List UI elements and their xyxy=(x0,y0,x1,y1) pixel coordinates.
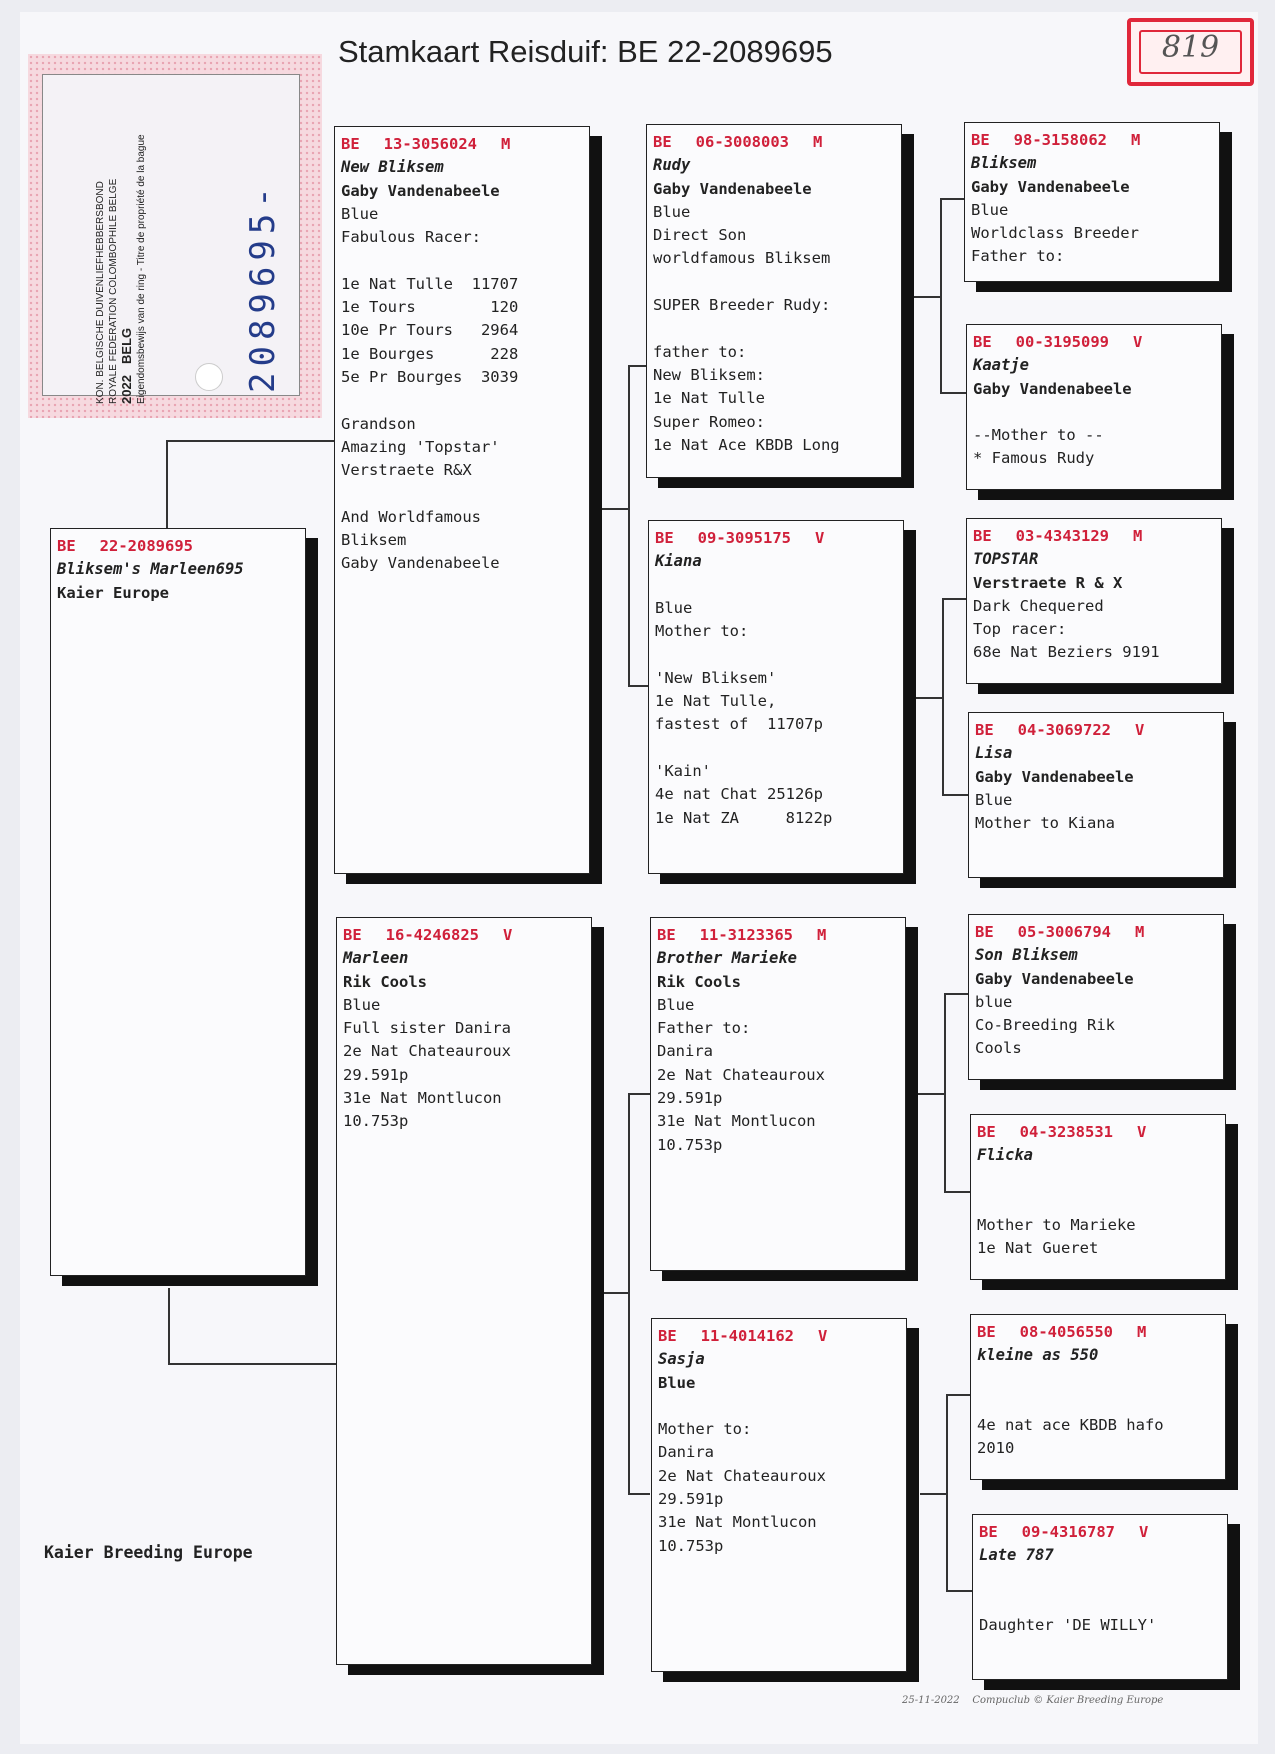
connector-line xyxy=(920,1493,948,1495)
pigeon-note: Danira xyxy=(657,1042,713,1061)
sex-code: V xyxy=(1135,721,1145,739)
pigeon-note: 10.753p xyxy=(343,1112,409,1131)
connector-line xyxy=(940,198,942,394)
ring-country-code: BE xyxy=(655,529,674,547)
pigeon-note: 29.591p xyxy=(343,1065,409,1084)
pigeon-note: 31e Nat Montlucon xyxy=(657,1112,816,1131)
pigeon-note: 29.591p xyxy=(657,1089,723,1108)
pigeon-note: Blue xyxy=(653,202,691,221)
pigeon-note xyxy=(973,401,1215,424)
ring-country-code: BE xyxy=(977,1323,996,1341)
pigeon-note: 31e Nat Montlucon xyxy=(343,1089,502,1108)
pigeon-note: Father to: xyxy=(657,1019,751,1038)
connector-line xyxy=(602,508,630,510)
pigeon-note: Daughter 'DE WILLY' xyxy=(979,1616,1157,1635)
pigeon-note: Blue xyxy=(657,995,695,1014)
pigeon-box-ss-sire xyxy=(964,122,1220,282)
ring-org-line-2: ROYALE FEDERATION COLOMBOPHILE BELGE xyxy=(108,178,119,404)
connector-line xyxy=(168,1363,338,1365)
pigeon-box-ss-dam xyxy=(966,324,1222,490)
ring-country-code: BE xyxy=(971,131,990,149)
pigeon-note: Blue xyxy=(341,204,379,223)
pigeon-name: kleine as 550 xyxy=(977,1346,1099,1365)
connector-line xyxy=(166,440,168,528)
pigeon-note: 5e Pr Bourges 3039 xyxy=(341,367,519,386)
sex-code: V xyxy=(1133,333,1143,351)
ring-id: 04-3069722 xyxy=(1017,721,1111,739)
sex-code: V xyxy=(1137,1123,1147,1141)
ring-card-side-text xyxy=(94,92,148,404)
connector-line xyxy=(940,392,966,394)
ring-number-line xyxy=(971,129,1213,152)
pigeon-box-dam-sire xyxy=(650,917,906,1271)
pigeon-note: 10.753p xyxy=(658,1536,724,1555)
breeder-footer: Kaier Breeding Europe xyxy=(44,1543,253,1562)
pigeon-box-dam-dam xyxy=(651,1318,907,1672)
ring-id: 11-3123365 xyxy=(699,926,793,944)
pigeon-note: New Bliksem: xyxy=(653,365,765,384)
print-date: 25-11-2022 xyxy=(902,1695,960,1706)
ring-number: 2089695- xyxy=(243,181,283,393)
pigeon-note: Father to: xyxy=(971,247,1065,266)
pigeon-owner: Gaby Vandenabeele xyxy=(971,177,1130,196)
ring-id: 98-3158062 xyxy=(1013,131,1107,149)
ring-country-code: BE xyxy=(979,1523,998,1541)
pigeon-note: 1e Nat Tulle 11707 xyxy=(341,274,519,293)
pigeon-note xyxy=(341,389,583,412)
connector-line xyxy=(628,1093,650,1095)
connector-line xyxy=(944,993,946,1193)
pigeon-owner xyxy=(977,1168,1219,1191)
stamp-number: 819 xyxy=(1161,30,1220,65)
pigeon-note: Bliksem xyxy=(341,531,407,550)
pigeon-note: Dark Chequered xyxy=(973,596,1104,615)
pigeon-note: Mother to Kiana xyxy=(975,814,1115,833)
pigeon-note: Danira xyxy=(658,1443,714,1462)
ring-number-line xyxy=(653,131,895,154)
ring-number-line xyxy=(977,1321,1219,1344)
connector-line xyxy=(942,794,968,796)
sex-code: V xyxy=(503,926,513,944)
ring-id: 06-3008003 xyxy=(695,133,789,151)
ring-number-line xyxy=(57,535,299,558)
pigeon-note: 10e Pr Tours 2964 xyxy=(341,321,519,340)
connector-line xyxy=(942,598,968,600)
ring-number-line xyxy=(341,133,583,156)
ring-card-panel xyxy=(42,74,300,404)
pigeon-note: Verstraete R&X xyxy=(341,461,472,480)
ring-number-line xyxy=(655,527,897,550)
connector-line xyxy=(628,1093,630,1495)
connector-line xyxy=(628,1493,650,1495)
pigeon-note: 1e Bourges 228 xyxy=(341,344,519,363)
print-footer xyxy=(902,1695,1163,1706)
pigeon-note: Full sister Danira xyxy=(343,1019,511,1038)
pigeon-note: Top racer: xyxy=(973,620,1067,639)
page-title: Stamkaart Reisduif: BE 22-2089695 xyxy=(338,34,833,69)
pigeon-note: 68e Nat Beziers 9191 xyxy=(973,643,1160,662)
pigeon-name: Son Bliksem xyxy=(975,946,1078,965)
pigeon-name: New Bliksem xyxy=(341,158,444,177)
pigeon-box-subject xyxy=(50,528,306,1276)
pigeon-name: Rudy xyxy=(653,156,691,175)
ring-number-line xyxy=(975,921,1217,944)
pigeon-note: 4e nat ace KBDB hafo xyxy=(977,1416,1164,1435)
ring-number-line xyxy=(657,924,899,947)
connector-line xyxy=(604,1292,630,1294)
sex-code: M xyxy=(1131,131,1141,149)
pigeon-note: 1e Nat Tulle, xyxy=(655,692,777,711)
pigeon-owner: Gaby Vandenabeele xyxy=(975,969,1134,988)
pigeon-note: 31e Nat Montlucon xyxy=(658,1513,817,1532)
pigeon-name: Bliksem's Marleen695 xyxy=(57,560,244,579)
sex-code: M xyxy=(813,133,823,151)
pigeon-note: Mother to: xyxy=(658,1420,752,1439)
pigeon-note: And Worldfamous xyxy=(341,507,481,526)
ring-country-code: BE xyxy=(657,926,676,944)
ring-country-code: BE xyxy=(977,1123,996,1141)
pigeon-note: Blue xyxy=(975,790,1013,809)
ring-id: 22-2089695 xyxy=(99,537,193,555)
pigeon-name: Sasja xyxy=(658,1350,705,1369)
connector-line xyxy=(944,993,970,995)
pigeon-note: Mother to: xyxy=(655,622,749,641)
sex-code: V xyxy=(818,1327,828,1345)
pigeon-note: father to: xyxy=(653,342,747,361)
pigeon-note: Blue xyxy=(343,995,381,1014)
pigeon-owner: Rik Cools xyxy=(657,972,741,991)
print-credit: Compuclub © Kaier Breeding Europe xyxy=(972,1695,1164,1706)
connector-line xyxy=(628,365,648,367)
ring-id: 11-4014162 xyxy=(700,1327,794,1345)
pigeon-note: 2e Nat Chateauroux xyxy=(657,1065,825,1084)
pigeon-owner: Rik Cools xyxy=(343,972,427,991)
connector-line xyxy=(940,198,966,200)
pigeon-note: 'New Bliksem' xyxy=(655,668,777,687)
pigeon-note xyxy=(341,482,583,505)
ring-year: 2022 xyxy=(119,375,134,404)
pigeon-box-ds-dam xyxy=(970,1114,1226,1280)
pigeon-name: Flicka xyxy=(977,1146,1033,1165)
ring-country: BELG xyxy=(119,327,134,364)
pigeon-note: 1e Nat ZA 8122p xyxy=(655,808,833,827)
ring-number-line xyxy=(658,1325,900,1348)
sex-code: M xyxy=(1137,1323,1147,1341)
pigeon-box-sd-dam xyxy=(968,712,1224,878)
pigeon-note: 2e Nat Chateauroux xyxy=(343,1042,511,1061)
pigeon-owner: Blue xyxy=(658,1373,696,1392)
pigeon-note: 2010 xyxy=(977,1439,1015,1458)
pigeon-note: Fabulous Racer: xyxy=(341,228,481,247)
pigeon-note xyxy=(977,1191,1219,1214)
connector-line xyxy=(944,1191,970,1193)
ring-id: 05-3006794 xyxy=(1017,923,1111,941)
ring-number-line xyxy=(975,719,1217,742)
pigeon-box-dd-sire xyxy=(970,1314,1226,1480)
connector-line xyxy=(918,1093,946,1095)
sex-code: M xyxy=(1133,527,1143,545)
pigeon-note: 'Kain' xyxy=(655,761,711,780)
pigeon-name: Late 787 xyxy=(979,1546,1054,1565)
pigeon-note: Blue xyxy=(971,200,1009,219)
connector-line xyxy=(946,1394,948,1592)
ring-country-code: BE xyxy=(343,926,362,944)
pigeon-note: SUPER Breeder Rudy: xyxy=(653,296,831,315)
pigeon-name: Bliksem xyxy=(971,154,1037,173)
pigeon-owner: Kaier Europe xyxy=(57,583,169,602)
ring-card-hole xyxy=(195,363,223,391)
pigeon-note: blue xyxy=(975,992,1013,1011)
ring-id: 00-3195099 xyxy=(1015,333,1109,351)
connector-line xyxy=(628,685,648,687)
red-stamp xyxy=(1127,18,1254,86)
pigeon-note: 1e Nat Ace KBDB Long xyxy=(653,435,840,454)
ring-org-line-1: KON. BELGISCHE DUIVENLIEFHEBBERSBOND xyxy=(95,181,106,404)
pigeon-name: Kiana xyxy=(655,552,702,571)
ring-country-code: BE xyxy=(653,133,672,151)
pigeon-note xyxy=(977,1391,1219,1414)
pigeon-note: 1e Nat Tulle xyxy=(653,389,765,408)
connector-line xyxy=(166,440,336,442)
pigeon-note: Cools xyxy=(975,1039,1022,1058)
pigeon-note: 4e nat Chat 25126p xyxy=(655,785,823,804)
ring-number-line xyxy=(343,924,585,947)
pigeon-note xyxy=(655,737,897,760)
ring-year-country xyxy=(120,92,135,404)
pigeon-note xyxy=(979,1591,1221,1614)
pigeon-note xyxy=(653,317,895,340)
ring-id: 13-3056024 xyxy=(383,135,477,153)
pigeon-note: --Mother to -- xyxy=(973,426,1104,445)
pigeon-box-sire-dam xyxy=(648,520,904,874)
ring-country-code: BE xyxy=(975,923,994,941)
pigeon-note: Co-Breeding Rik xyxy=(975,1016,1115,1035)
pigeon-note xyxy=(653,271,895,294)
sex-code: V xyxy=(815,529,825,547)
connector-line xyxy=(946,1590,972,1592)
pigeon-note: Amazing 'Topstar' xyxy=(341,437,500,456)
pigeon-owner xyxy=(977,1368,1219,1391)
pigeon-owner: Verstraete R & X xyxy=(973,573,1123,592)
pigeon-name: Marleen xyxy=(343,949,409,968)
connector-line xyxy=(942,598,944,796)
pigeon-note: Blue xyxy=(655,598,693,617)
pigeon-note xyxy=(658,1395,900,1418)
pigeon-note: 10.753p xyxy=(657,1135,723,1154)
sex-code: M xyxy=(1135,923,1145,941)
pigeon-note: Super Romeo: xyxy=(653,412,765,431)
pigeon-note: fastest of 11707p xyxy=(655,715,823,734)
pigeon-owner: Gaby Vandenabeele xyxy=(341,181,500,200)
pigeon-box-ds-sire xyxy=(968,914,1224,1080)
pigeon-owner: Gaby Vandenabeele xyxy=(653,179,812,198)
pigeon-name: Brother Marieke xyxy=(657,949,797,968)
pigeon-box-sire xyxy=(334,126,590,874)
pigeon-owner xyxy=(655,574,897,597)
connector-line xyxy=(916,697,944,699)
connector-line xyxy=(946,1394,972,1396)
ring-id: 16-4246825 xyxy=(385,926,479,944)
ring-number-line xyxy=(977,1121,1219,1144)
ring-country-code: BE xyxy=(975,721,994,739)
pigeon-note: Mother to Marieke xyxy=(977,1216,1136,1235)
pigeon-note: Direct Son xyxy=(653,226,747,245)
pigeon-note: worldfamous Bliksem xyxy=(653,249,831,268)
ring-id: 08-4056550 xyxy=(1019,1323,1113,1341)
pigeon-note: 1e Tours 120 xyxy=(341,298,519,317)
pigeon-box-sire-sire xyxy=(646,124,902,478)
connector-line xyxy=(628,365,630,687)
ring-ownership-text: Eigendomsbewijs van de ring - Titre de propriété de la bague xyxy=(136,134,147,404)
pigeon-name: Kaatje xyxy=(973,356,1029,375)
pigeon-note: Grandson xyxy=(341,414,416,433)
pigeon-box-dd-dam xyxy=(972,1514,1228,1680)
pigeon-box-dam xyxy=(336,917,592,1665)
ring-ownership-card xyxy=(28,54,322,418)
ring-number-line xyxy=(979,1521,1221,1544)
pigeon-note: 1e Nat Gueret xyxy=(977,1239,1099,1258)
pigeon-name: Lisa xyxy=(975,744,1013,763)
connector-line xyxy=(168,1288,170,1365)
sex-code: V xyxy=(1139,1523,1149,1541)
ring-country-code: BE xyxy=(973,333,992,351)
sex-code: M xyxy=(501,135,511,153)
pigeon-note: 2e Nat Chateauroux xyxy=(658,1466,826,1485)
ring-id: 09-3095175 xyxy=(697,529,791,547)
ring-country-code: BE xyxy=(341,135,360,153)
sex-code: M xyxy=(817,926,827,944)
ring-id: 03-4343129 xyxy=(1015,527,1109,545)
ring-country-code: BE xyxy=(658,1327,677,1345)
ring-number-line xyxy=(973,525,1215,548)
pigeon-note: * Famous Rudy xyxy=(973,449,1095,468)
ring-id: 04-3238531 xyxy=(1019,1123,1113,1141)
ring-country-code: BE xyxy=(57,537,76,555)
pigeon-note xyxy=(341,249,583,272)
ring-id: 09-4316787 xyxy=(1021,1523,1115,1541)
pigeon-owner xyxy=(979,1568,1221,1591)
pigeon-note: Gaby Vandenabeele xyxy=(341,554,500,573)
pigeon-owner: Gaby Vandenabeele xyxy=(975,767,1134,786)
ring-number-line xyxy=(973,331,1215,354)
pigeon-box-sd-sire xyxy=(966,518,1222,684)
pigeon-owner: Gaby Vandenabeele xyxy=(973,379,1132,398)
pigeon-note xyxy=(655,643,897,666)
pigeon-note: 29.591p xyxy=(658,1490,724,1509)
ring-country-code: BE xyxy=(973,527,992,545)
pigeon-note: Worldclass Breeder xyxy=(971,224,1139,243)
connector-line xyxy=(914,296,942,298)
pigeon-name: TOPSTAR xyxy=(973,550,1039,569)
